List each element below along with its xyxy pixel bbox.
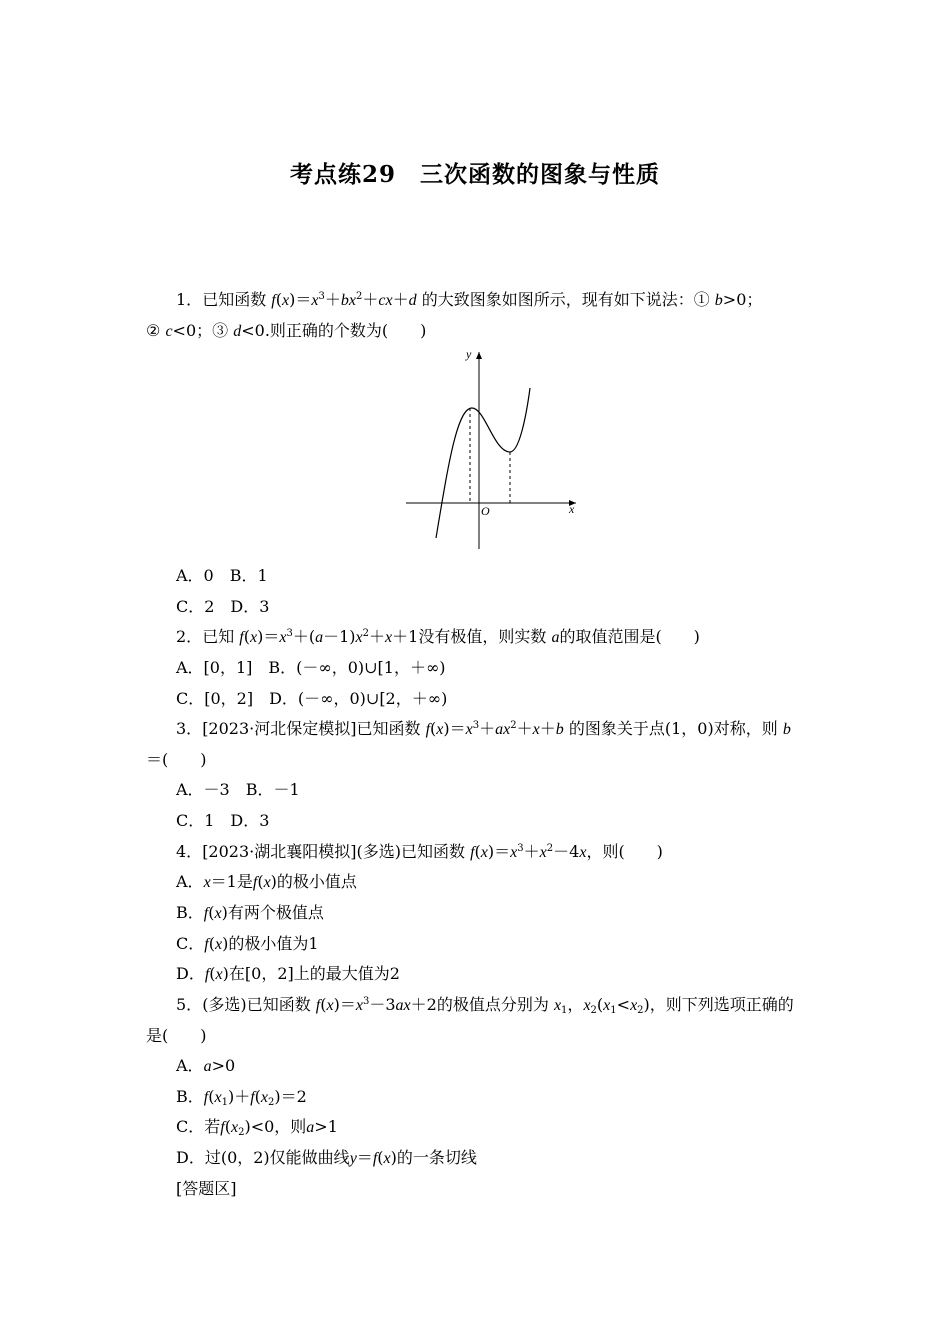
question-3-options-cd: C．1 D．3 <box>176 811 270 830</box>
cubic-function-graph <box>402 346 582 552</box>
question-2-options-ab: A．[0，1] B．(－∞，0)∪[1，＋∞) <box>176 658 446 677</box>
question-4-option-c: C．f(x)的极小值为1 <box>176 934 319 953</box>
question-1-line-1: 1．已知函数 $f(x)=x^3+bx^2+cx+d$ 的大致图象如图所示，现有如下说法：① b>0； <box>176 290 763 309</box>
question-1-line-2: ② c<0；③ d<0.则正确的个数为( ) <box>146 321 427 340</box>
question-5-option-c: C．若$f(x_2)<0$，则a>1 <box>176 1117 338 1138</box>
question-1-options-cd: C．2 D．3 <box>176 597 270 616</box>
question-5-line-2: 是( ) <box>146 1026 207 1045</box>
question-4-option-a: A．x＝1是f(x)的极小值点 <box>176 872 357 891</box>
question-5-option-d: D．过(0，2)仅能做曲线y＝f(x)的一条切线 <box>176 1148 477 1167</box>
x-axis-label: x <box>569 502 575 516</box>
question-4-option-d: D．f(x)在[0，2]上的最大值为2 <box>176 964 400 983</box>
y-axis-label: y <box>466 347 472 361</box>
question-3-line-2: ＝( ) <box>146 750 207 769</box>
answer-area-label: [答题区] <box>176 1179 237 1198</box>
question-4-option-b: B．f(x)有两个极值点 <box>176 903 324 922</box>
page-title: 考点练29 三次函数的图象与性质 <box>289 161 660 188</box>
question-5-option-b: B．$f(x_1)+f(x_2)=2$ <box>176 1087 307 1108</box>
question-5-line-1: 5．(多选)已知函数 $f(x)=x^3-3ax+2$的极值点分别为 $x_1$，$x_2(x_1<x_2)$，则下列选项正确的 <box>176 995 794 1016</box>
question-3-line-1: 3．[2023·河北保定模拟]已知函数 $f(x)=x^3+ax^2+x+b$ 的图象关于点(1，0)对称，则 b <box>176 719 791 738</box>
question-2-options-cd: C．[0，2] D．(－∞，0)∪[2，＋∞) <box>176 689 448 708</box>
question-5-option-a: A．a>0 <box>176 1056 236 1075</box>
question-4-line-1: 4．[2023·湖北襄阳模拟](多选)已知函数 $f(x)=x^3+x^2-4x$，则( ) <box>176 842 663 861</box>
question-1-options-ab: A．0 B．1 <box>176 566 268 585</box>
question-3-options-ab: A．－3 B．－1 <box>176 780 300 799</box>
origin-label: O <box>481 504 490 518</box>
question-2-line-1: 2．已知 $f(x)=x^3+(a-1)x^2+x+1$没有极值，则实数 a的取值范围是( ) <box>176 627 700 646</box>
